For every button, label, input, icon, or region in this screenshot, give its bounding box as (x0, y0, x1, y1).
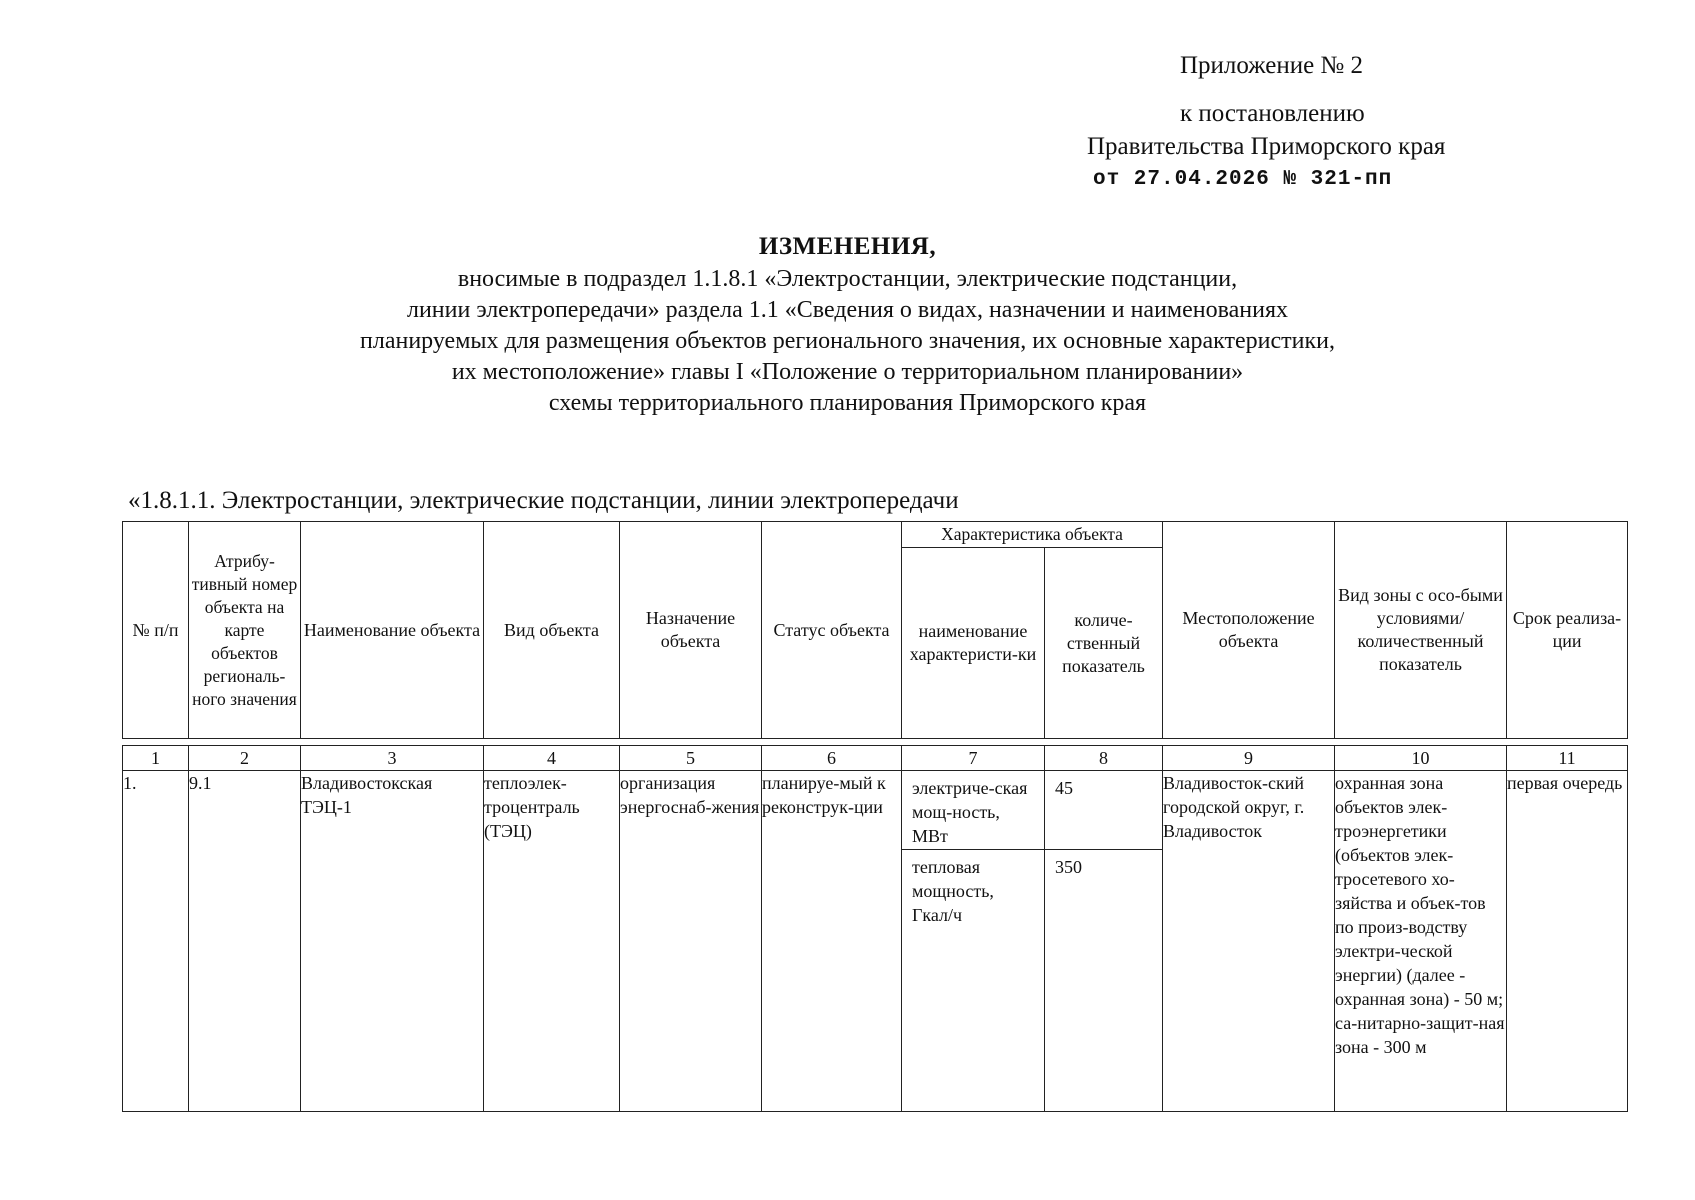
cell-char-values (1045, 771, 1163, 1112)
cell-num: 1. (123, 771, 189, 1112)
column-number: 3 (301, 746, 484, 771)
table-header-row (123, 522, 1628, 548)
appendix-line-3: от 27.04.2026 № 321-пп (1093, 168, 1393, 191)
column-number: 6 (762, 746, 902, 771)
column-number: 4 (484, 746, 620, 771)
heading-title: ИЗМЕНЕНИЯ, (758, 233, 937, 260)
cell-object-status: планируе-мый к реконструк-ции (762, 771, 902, 1112)
cell-object-purpose: организация энергоснаб-жения (620, 771, 762, 1112)
column-number: 1 (123, 746, 189, 771)
char-value-electric: 45 (1045, 771, 1162, 850)
section-title: «1.8.1.1. Электростанции, электрические подстанции, линии электропередачи (128, 487, 959, 514)
heading-line-2: линии электропередачи» раздела 1.1 «Сведения о видах, назначении и наименованиях (406, 297, 1288, 323)
char-value-thermal: 350 (1055, 857, 1082, 877)
appendix-line-1: к постановлению (1180, 100, 1365, 127)
column-number: 5 (620, 746, 762, 771)
column-number: 9 (1163, 746, 1335, 771)
header-zone: Вид зоны с осо-быми условиями/ количественный показатель (1335, 522, 1507, 739)
column-number: 8 (1045, 746, 1163, 771)
cell-object-name: Владивостокская ТЭЦ-1 (301, 771, 484, 1112)
header-object-kind: Вид объекта (484, 522, 620, 739)
table-gap-cell (123, 739, 1628, 746)
char-name-electric: электриче-ская мощ-ность, МВт (902, 771, 1044, 850)
header-num: № п/п (123, 522, 189, 739)
column-number: 7 (902, 746, 1045, 771)
header-characteristics-group: Характеристика объекта (902, 522, 1163, 548)
cell-object-kind: теплоэлек-троцентраль (ТЭЦ) (484, 771, 620, 1112)
column-number: 10 (1335, 746, 1507, 771)
cell-attr-number: 9.1 (189, 771, 301, 1112)
char-name-thermal: тепловая мощность, Гкал/ч (912, 857, 994, 925)
heading-line-1: вносимые в подраздел 1.1.8.1 «Электростанции, электрические подстанции, (457, 266, 1238, 292)
heading-line-3: планируемых для размещения объектов регионального значения, их основные характеристики, (360, 328, 1335, 354)
column-numbers-row (123, 746, 1628, 771)
header-attr-number: Атрибу-тивный номер объекта на карте объектов региональ-ного значения (189, 522, 301, 739)
appendix-line-2: Правительства Приморского края (1087, 133, 1446, 160)
header-location: Местоположение объекта (1163, 522, 1335, 739)
cell-char-names (902, 771, 1045, 1112)
heading-line-4: их местоположение» главы I «Положение о территориальном планировании» (451, 359, 1244, 385)
column-number: 11 (1507, 746, 1628, 771)
objects-table (122, 521, 1628, 1112)
cell-zone: охранная зона объектов элек-троэнергетики (объектов элек-тросетевого хо-зяйства и объек-тов по произ-водству электри-ческой энергии) (далее - охранная зона) - 50 м; са-нитарно-защит-ная зона - 300 м (1335, 771, 1507, 1112)
table-gap (123, 739, 1628, 746)
heading-line-5: схемы территориального планирования Приморского края (548, 390, 1147, 416)
header-char-name: наименование характеристи-ки (902, 548, 1045, 739)
table-row (123, 771, 1628, 1112)
header-term: Срок реализа-ции (1507, 522, 1628, 739)
column-number: 2 (189, 746, 301, 771)
appendix-title: Приложение № 2 (1180, 52, 1364, 79)
cell-location: Владивосток-ский городской округ, г. Владивосток (1163, 771, 1335, 1112)
header-object-purpose: Назначение объекта (620, 522, 762, 739)
cell-term: первая очередь (1507, 771, 1628, 1112)
header-object-name: Наименование объекта (301, 522, 484, 739)
header-char-value: количе-ственный показатель (1045, 548, 1163, 739)
document-heading (0, 230, 1695, 419)
header-object-status: Статус объекта (762, 522, 902, 739)
